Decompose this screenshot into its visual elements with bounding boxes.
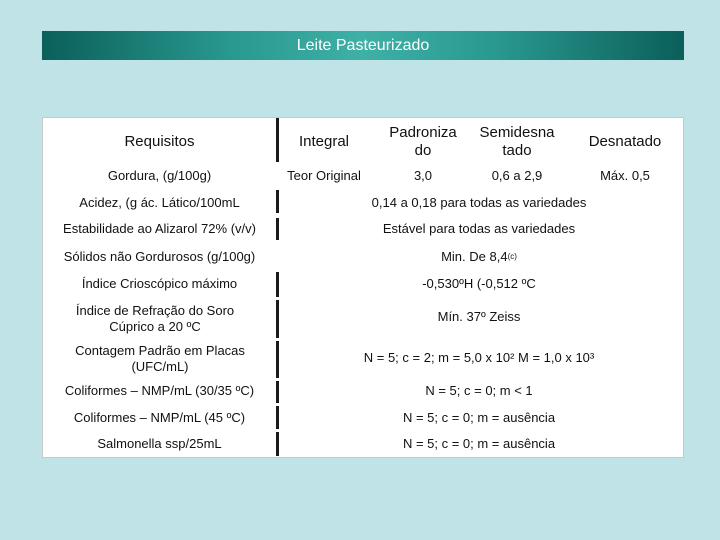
row-label-refracao: Índice de Refração do Soro Cúprico a 20 ºC [75,303,235,334]
row-label-gordura: Gordura, (g/100g) [107,168,212,183]
acidez-value: 0,14 a 0,18 para todas as variedades [371,195,587,210]
row-label-estabilidade: Estabilidade ao Alizarol 72% (v/v) [63,221,256,236]
header-integral: Integral [298,133,350,150]
header-semidesnatado: Semidesna tado [479,124,555,159]
row-label-contagem: Contagem Padrão em Placas (UFC/mL) [75,343,245,374]
coliformes-45-value: N = 5; c = 0; m = ausência [402,410,556,425]
row-label-solidos: Sólidos não Gordurosos (g/100g) [63,249,256,264]
header-padronizado: Padroniza do [389,124,457,159]
row-label-salmonella: Salmonella ssp/25mL [97,436,222,451]
row-label-coliformes-45: Coliformes – NMP/mL (45 ºC) [73,410,246,425]
header-requisitos: Requisitos [124,133,195,150]
estabilidade-value: Estável para todas as variedades [382,221,576,236]
refracao-value: Mín. 37º Zeiss [437,309,521,324]
solidos-value: Min. De 8,4 (c) [441,249,517,264]
slide-title: Leite Pasteurizado [42,31,684,60]
requirements-table [42,117,684,458]
row-label-crioscopico: Índice Crioscópico máximo [81,276,238,291]
gordura-padronizado: 3,0 [413,168,433,183]
header-desnatado: Desnatado [588,133,662,150]
coliformes-30-35-value: N = 5; c = 0; m < 1 [425,383,533,398]
row-label-acidez: Acidez, (g ác. Lático/100mL [79,195,240,210]
gordura-integral: Teor Original [287,168,361,183]
contagem-value: N = 5; c = 2; m = 5,0 x 10² M = 1,0 x 10³ [363,350,595,365]
salmonella-value: N = 5; c = 0; m = ausência [402,436,556,451]
solidos-value-text: Min. De 8,4 [441,249,508,264]
row-label-coliformes-30-35: Coliformes – NMP/mL (30/35 ºC) [64,383,255,398]
gordura-desnatado: Máx. 0,5 [600,168,650,183]
gordura-semidesnatado: 0,6 a 2,9 [491,168,543,183]
crioscopico-value: -0,530ºH (-0,512 ºC [422,276,536,291]
